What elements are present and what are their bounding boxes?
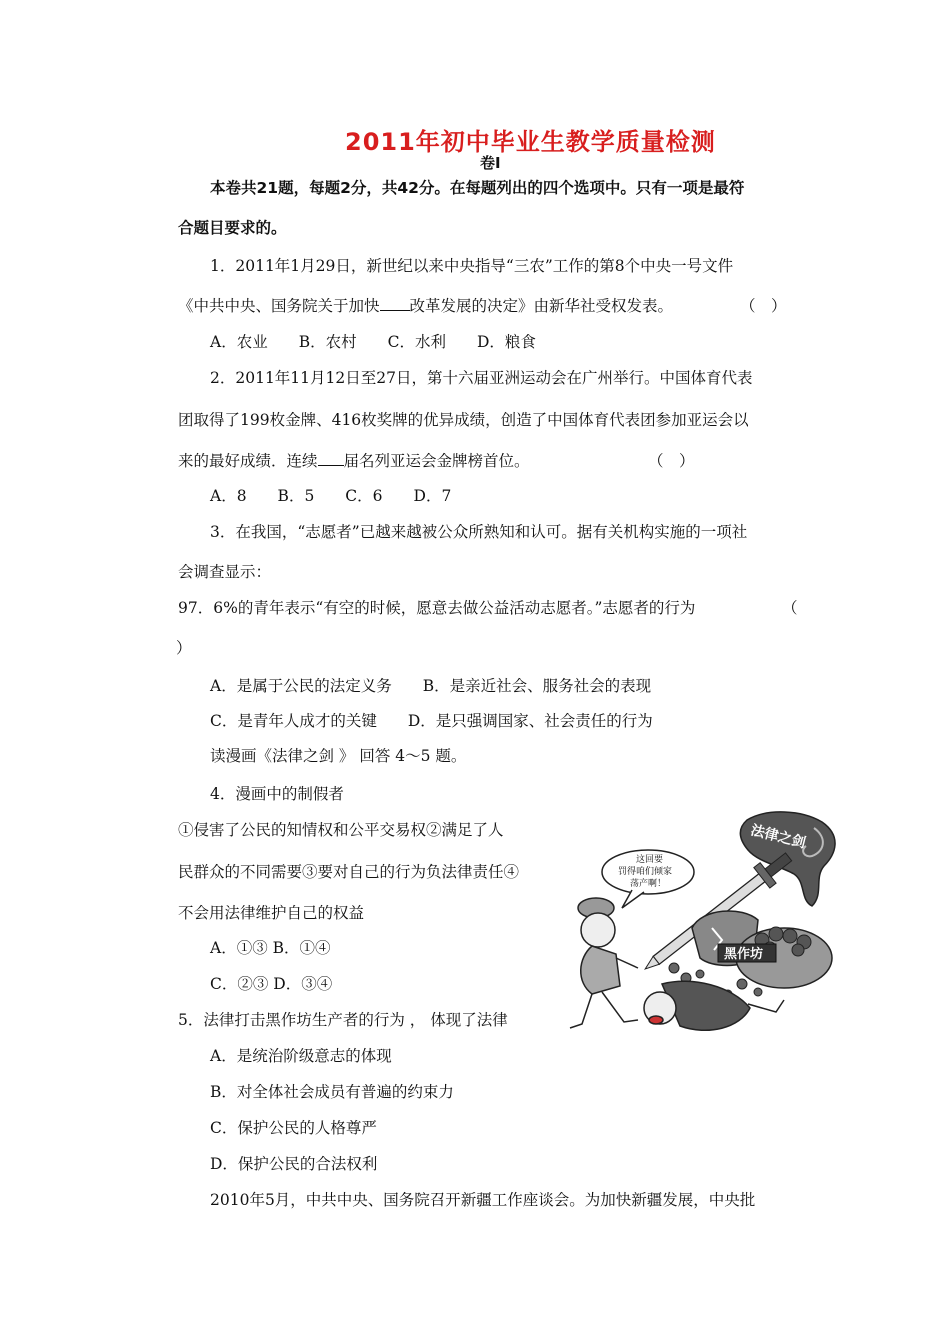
- q1-line-2: [178, 296, 673, 316]
- running-man: [570, 898, 638, 1028]
- q4-line-3: 不会用法律维护自己的权益: [178, 904, 365, 922]
- q4-options-cd: C．②③ D．③④: [210, 975, 333, 993]
- speech-line-3: 荡产啊！: [630, 879, 667, 889]
- sword-label-text: 法律之剑: [749, 822, 808, 852]
- law-sword-cartoon: [562, 808, 842, 1043]
- q2-answer-paren: （ ）: [648, 452, 695, 470]
- q3-line-1: 3．在我国，“志愿者”已越来越被公众所熟知和认可。据有关机构实施的一项社: [210, 523, 748, 541]
- q1-line-2-end: 改革发展的决定》由新华社受权发表。: [409, 297, 674, 315]
- workshop-sign-text: 黑作坊: [724, 947, 764, 962]
- instructions-line-2: 合题目要求的。: [178, 219, 287, 237]
- q2-line-3-start: 来的最好成绩．连续: [178, 452, 318, 470]
- q1-blank: [380, 296, 410, 311]
- speech-bubble-tail: [622, 890, 644, 908]
- instructions-line-1: 本卷共21题，每题2分，共42分。在每题列出的四个选项中。只有一项是最符: [210, 179, 745, 197]
- q5-option-d: D．保护公民的合法权利: [210, 1155, 378, 1173]
- q2-line-1: 2．2011年11月12日至27日，第十六届亚洲运动会在广州举行。中国体育代表: [210, 369, 753, 387]
- q4-line-2: 民群众的不同需要③要对自己的行为负法律责任④: [178, 863, 520, 881]
- q2-options: A．8 B．5 C．6 D．7: [210, 487, 452, 505]
- q3-paren-close: ）: [176, 639, 192, 657]
- speech-line-1: 这回要: [636, 855, 664, 865]
- q2-line-2: 团取得了199枚金牌、416枚奖牌的优异成绩，创造了中国体育代表团参加亚运会以: [178, 411, 749, 429]
- q1-answer-paren: （ ）: [740, 297, 787, 315]
- q5-option-a: A．是统治阶级意志的体现: [210, 1047, 392, 1065]
- fallen-man: [644, 981, 784, 1030]
- q3-paren-open: （: [782, 599, 798, 617]
- q4-stem: 4．漫画中的制假者: [210, 785, 344, 803]
- q6-intro: 2010年5月，中共中央、国务院召开新疆工作座谈会。为加快新疆发展，中央批: [210, 1191, 756, 1209]
- q1-options: A．农业 B．农村 C．水利 D．粮食: [210, 333, 536, 351]
- cartoon-intro: 读漫画《法律之剑 》 回答 4～5 题。: [210, 747, 467, 765]
- q5-stem: 5．法律打击黑作坊生产者的行为 ， 体现了法律: [178, 1011, 508, 1029]
- q2-line-3: [178, 451, 530, 471]
- q5-option-b: B．对全体社会成员有普遍的约束力: [210, 1083, 454, 1101]
- q1-line-2-start: 《中共中央、国务院关于加快: [178, 297, 380, 315]
- exam-title: 2011年初中毕业生教学质量检测: [345, 128, 716, 156]
- section-label: 卷I: [480, 154, 501, 172]
- q3-options-cd: C．是青年人成才的关键 D．是只强调国家、社会责任的行为: [210, 712, 653, 730]
- q5-option-c: C．保护公民的人格尊严: [210, 1119, 377, 1137]
- q4-options-ab: A．①③ B．①④: [210, 939, 331, 957]
- q2-line-3-end: 届名列亚运会金牌榜首位。: [343, 452, 530, 470]
- q4-line-1: ①侵害了公民的知情权和公平交易权②满足了人: [178, 821, 504, 839]
- speech-line-2: 罚得咱们倾家: [618, 867, 673, 877]
- q2-blank: [318, 451, 344, 466]
- q1-line-1: 1．2011年1月29日，新世纪以来中央指导“三农”工作的第8个中央一号文件: [210, 257, 734, 275]
- q3-line-3: 97．6%的青年表示“有空的时候，愿意去做公益活动志愿者。”志愿者的行为: [178, 599, 696, 617]
- q3-options-ab: A．是属于公民的法定义务 B．是亲近社会、服务社会的表现: [210, 677, 652, 695]
- q3-line-2: 会调查显示：: [178, 563, 272, 581]
